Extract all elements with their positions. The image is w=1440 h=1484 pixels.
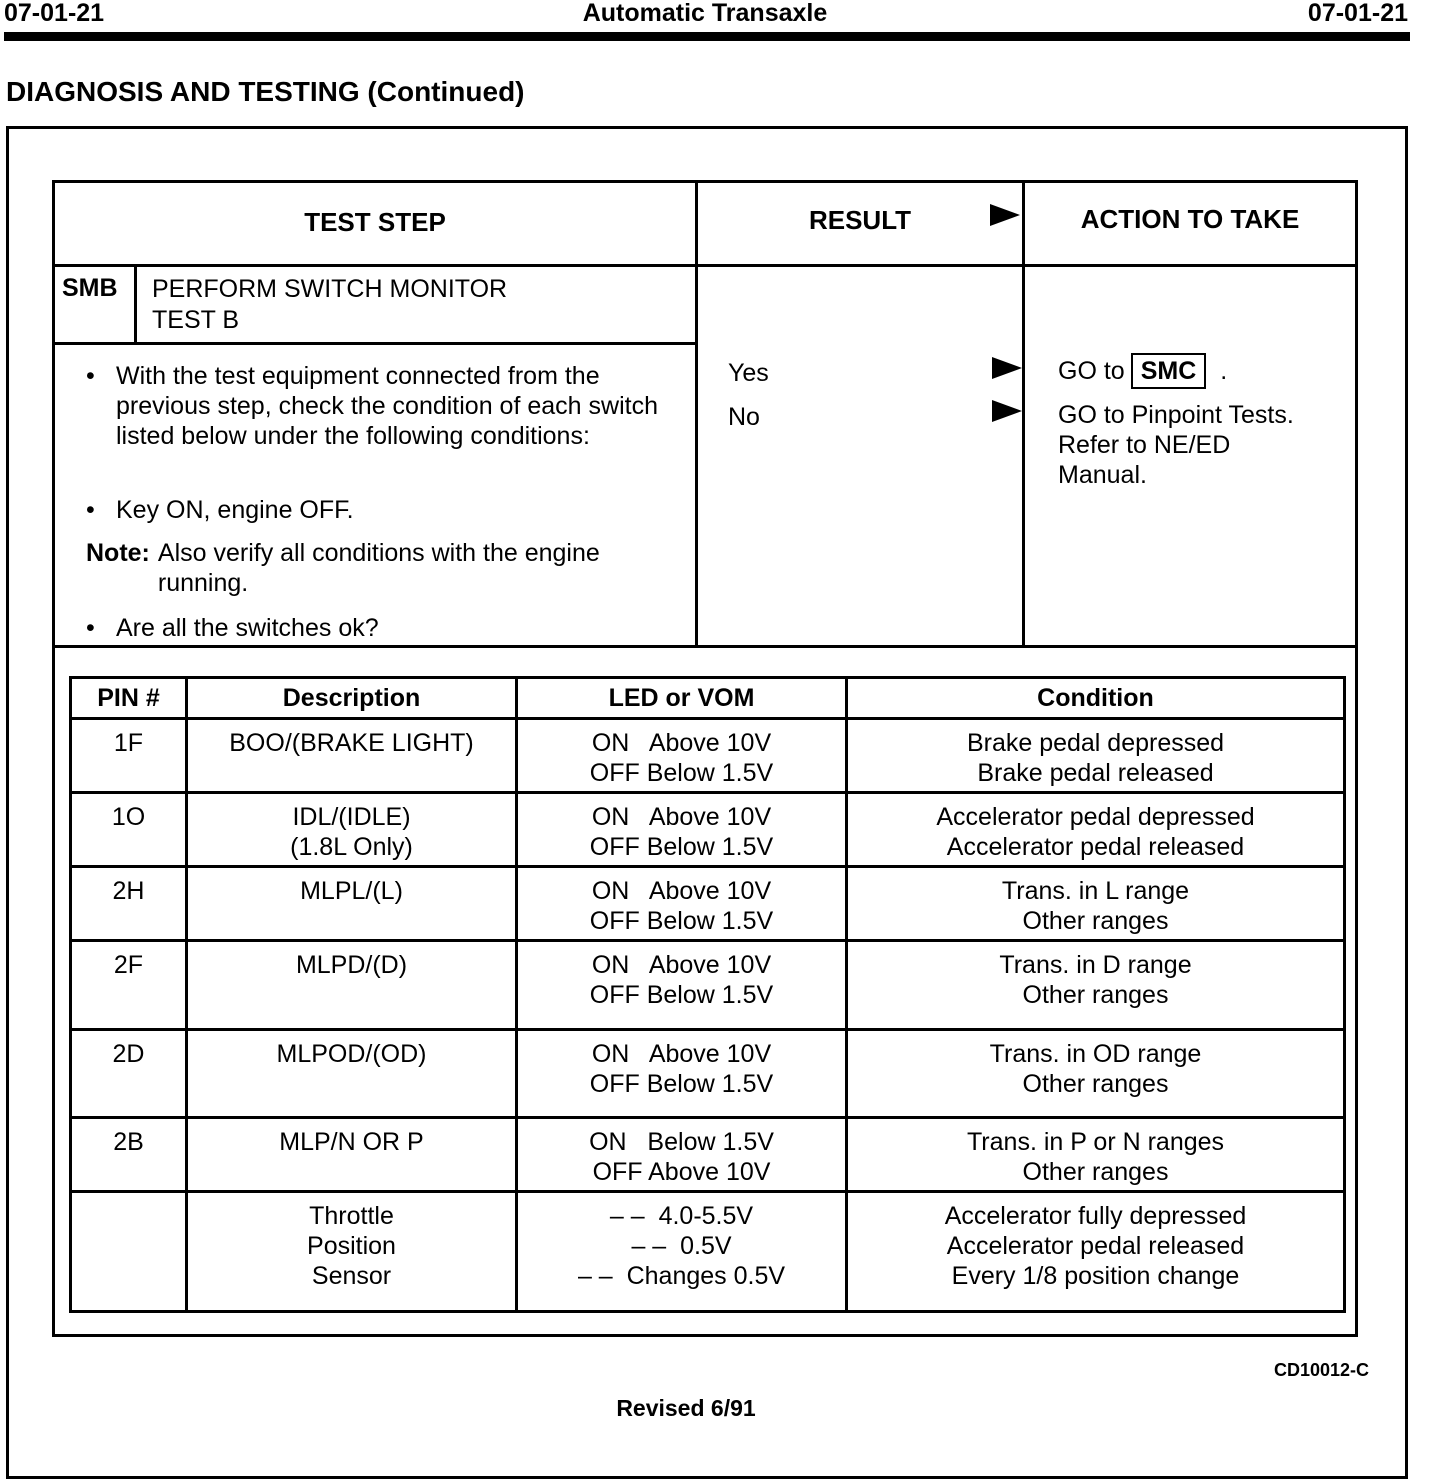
pin-table (69, 676, 1346, 1313)
pin-table-row (71, 1030, 1345, 1118)
note-text: Also verify all conditions with the engine running. (157, 539, 600, 597)
condition-cell-line: Accelerator pedal released (946, 833, 1245, 861)
led-vom-cell (517, 867, 847, 941)
bullet-icon: • (86, 614, 95, 642)
pin-cell: 2F (71, 941, 187, 1030)
condition-cell (847, 867, 1345, 941)
header-title: Automatic Transaxle (582, 0, 828, 27)
result-yes: Yes (728, 359, 769, 387)
pin-table-header-row (71, 678, 1345, 719)
description-cell (187, 1030, 517, 1118)
description-cell-line: Position (307, 1232, 396, 1260)
condition-cell-line: Trans. in L range (1001, 877, 1190, 905)
led-vom-cell-line: ON Below 1.5V (589, 1128, 774, 1156)
no-action-line2: Refer to NE/ED (1058, 431, 1231, 459)
step-id: SMB (62, 274, 118, 302)
instruction-bullet-1 (86, 361, 686, 451)
instruction-note (86, 538, 686, 598)
description-cell (187, 1118, 517, 1192)
led-vom-cell-line: ON Above 10V (591, 803, 772, 831)
section-title: DIAGNOSIS AND TESTING (Continued) (6, 76, 525, 107)
bullet-icon: • (86, 496, 95, 524)
pin-cell: 1O (71, 793, 187, 867)
no-action-line1: GO to Pinpoint Tests. (1058, 401, 1294, 429)
step-id-divider (134, 264, 137, 345)
pin-table-row (71, 719, 1345, 793)
no-action-line3: Manual. (1058, 461, 1147, 489)
led-vom-cell-line: OFF Below 1.5V (589, 981, 774, 1009)
led-vom-header: LED or VOM (517, 678, 847, 719)
pin-cell: 2B (71, 1118, 187, 1192)
led-vom-cell-line: ON Above 10V (591, 1040, 772, 1068)
pin-table-row (71, 1192, 1345, 1312)
description-header: Description (187, 678, 517, 719)
led-vom-cell (517, 941, 847, 1030)
result-column-divider (695, 180, 698, 648)
yes-action-prefix: GO to (1058, 357, 1125, 385)
condition-cell (847, 1030, 1345, 1118)
column-header-test-step: TEST STEP (304, 207, 446, 237)
instruction-text: Key ON, engine OFF. (116, 496, 354, 524)
description-cell-line: MLPL/(L) (300, 877, 403, 905)
pin-header: PIN # (71, 678, 187, 719)
pin-table-row (71, 941, 1345, 1030)
column-header-result: RESULT (808, 205, 912, 235)
condition-cell (847, 793, 1345, 867)
description-cell-line: Throttle (309, 1202, 394, 1230)
note-label: Note: (86, 539, 150, 567)
description-cell (187, 793, 517, 867)
condition-cell (847, 941, 1345, 1030)
led-vom-cell-line: ON Above 10V (591, 877, 772, 905)
condition-cell-line: Accelerator pedal depressed (936, 803, 1255, 831)
led-vom-cell-line: – – 4.0-5.5V (609, 1202, 754, 1230)
action-column-divider (1022, 180, 1025, 648)
led-vom-cell-line: ON Above 10V (591, 951, 772, 979)
led-vom-cell-line: – – 0.5V (631, 1232, 732, 1260)
condition-cell (847, 719, 1345, 793)
result-arrow-icon (990, 204, 1020, 226)
led-vom-cell-line: – – Changes 0.5V (577, 1262, 786, 1290)
description-cell-line: MLP/N OR P (279, 1128, 424, 1156)
yes-arrow-icon (992, 357, 1022, 379)
pin-table-row (71, 867, 1345, 941)
step-title-line1: PERFORM SWITCH MONITOR (152, 275, 508, 303)
led-vom-cell-line: ON Above 10V (591, 729, 772, 757)
condition-cell (847, 1118, 1345, 1192)
instruction-bullet-2 (86, 495, 686, 525)
led-vom-cell (517, 793, 847, 867)
pin-cell: 2H (71, 867, 187, 941)
led-vom-cell-line: OFF Below 1.5V (589, 1070, 774, 1098)
condition-header: Condition (847, 678, 1345, 719)
condition-cell-line: Other ranges (1022, 1158, 1169, 1186)
instruction-text: Are all the switches ok? (116, 614, 379, 642)
description-cell-line: (1.8L Only) (290, 833, 413, 861)
step-region-divider (52, 645, 1358, 648)
no-arrow-icon (992, 400, 1022, 422)
description-cell (187, 941, 517, 1030)
led-vom-cell (517, 719, 847, 793)
condition-cell-line: Brake pedal released (977, 759, 1214, 787)
pin-cell (71, 1192, 187, 1312)
pin-table-row (71, 793, 1345, 867)
pin-table-row (71, 1118, 1345, 1192)
condition-cell-line: Trans. in D range (999, 951, 1192, 979)
smc-step-link[interactable]: SMC (1131, 353, 1207, 389)
instruction-bullet-3 (86, 613, 686, 643)
condition-cell-line: Accelerator pedal released (946, 1232, 1245, 1260)
condition-cell-line: Other ranges (1022, 907, 1169, 935)
led-vom-cell-line: OFF Below 1.5V (589, 833, 774, 861)
condition-cell-line: Accelerator fully depressed (944, 1202, 1247, 1230)
condition-cell-line: Other ranges (1022, 981, 1169, 1009)
led-vom-cell (517, 1192, 847, 1312)
step-title-line2: TEST B (152, 306, 240, 334)
pin-cell: 2D (71, 1030, 187, 1118)
header-rule (4, 32, 1410, 41)
description-cell-line: IDL/(IDLE) (292, 803, 411, 831)
led-vom-cell-line: OFF Above 10V (592, 1158, 771, 1186)
led-vom-cell (517, 1118, 847, 1192)
pin-cell: 1F (71, 719, 187, 793)
description-cell (187, 719, 517, 793)
condition-cell-line: Every 1/8 position change (951, 1262, 1240, 1290)
column-header-action: ACTION TO TAKE (1080, 204, 1300, 234)
led-vom-cell-line: OFF Below 1.5V (589, 759, 774, 787)
condition-cell-line: Brake pedal depressed (966, 729, 1225, 757)
led-vom-cell (517, 1030, 847, 1118)
yes-action (1058, 353, 1227, 389)
header-right-code: 07-01-21 (1307, 0, 1408, 27)
bullet-icon: • (86, 362, 95, 390)
result-no: No (728, 403, 760, 431)
header-left-code: 07-01-21 (4, 0, 105, 27)
figure-code: CD10012-C (1273, 1360, 1369, 1380)
yes-action-suffix: . (1220, 357, 1228, 385)
description-cell-line: MLPOD/(OD) (276, 1040, 427, 1068)
condition-cell-line: Other ranges (1022, 1070, 1169, 1098)
revision-note: Revised 6/91 (616, 1395, 756, 1421)
led-vom-cell-line: OFF Below 1.5V (589, 907, 774, 935)
description-cell (187, 1192, 517, 1312)
condition-cell-line: Trans. in P or N ranges (966, 1128, 1225, 1156)
description-cell-line: MLPD/(D) (295, 951, 408, 979)
description-cell-line: BOO/(BRAKE LIGHT) (229, 729, 474, 757)
condition-cell-line: Trans. in OD range (989, 1040, 1202, 1068)
instruction-text: With the test equipment connected from the previous step, check the condition of each switch listed below under the following conditions: (116, 362, 658, 450)
description-cell (187, 867, 517, 941)
condition-cell (847, 1192, 1345, 1312)
description-cell-line: Sensor (311, 1262, 392, 1290)
